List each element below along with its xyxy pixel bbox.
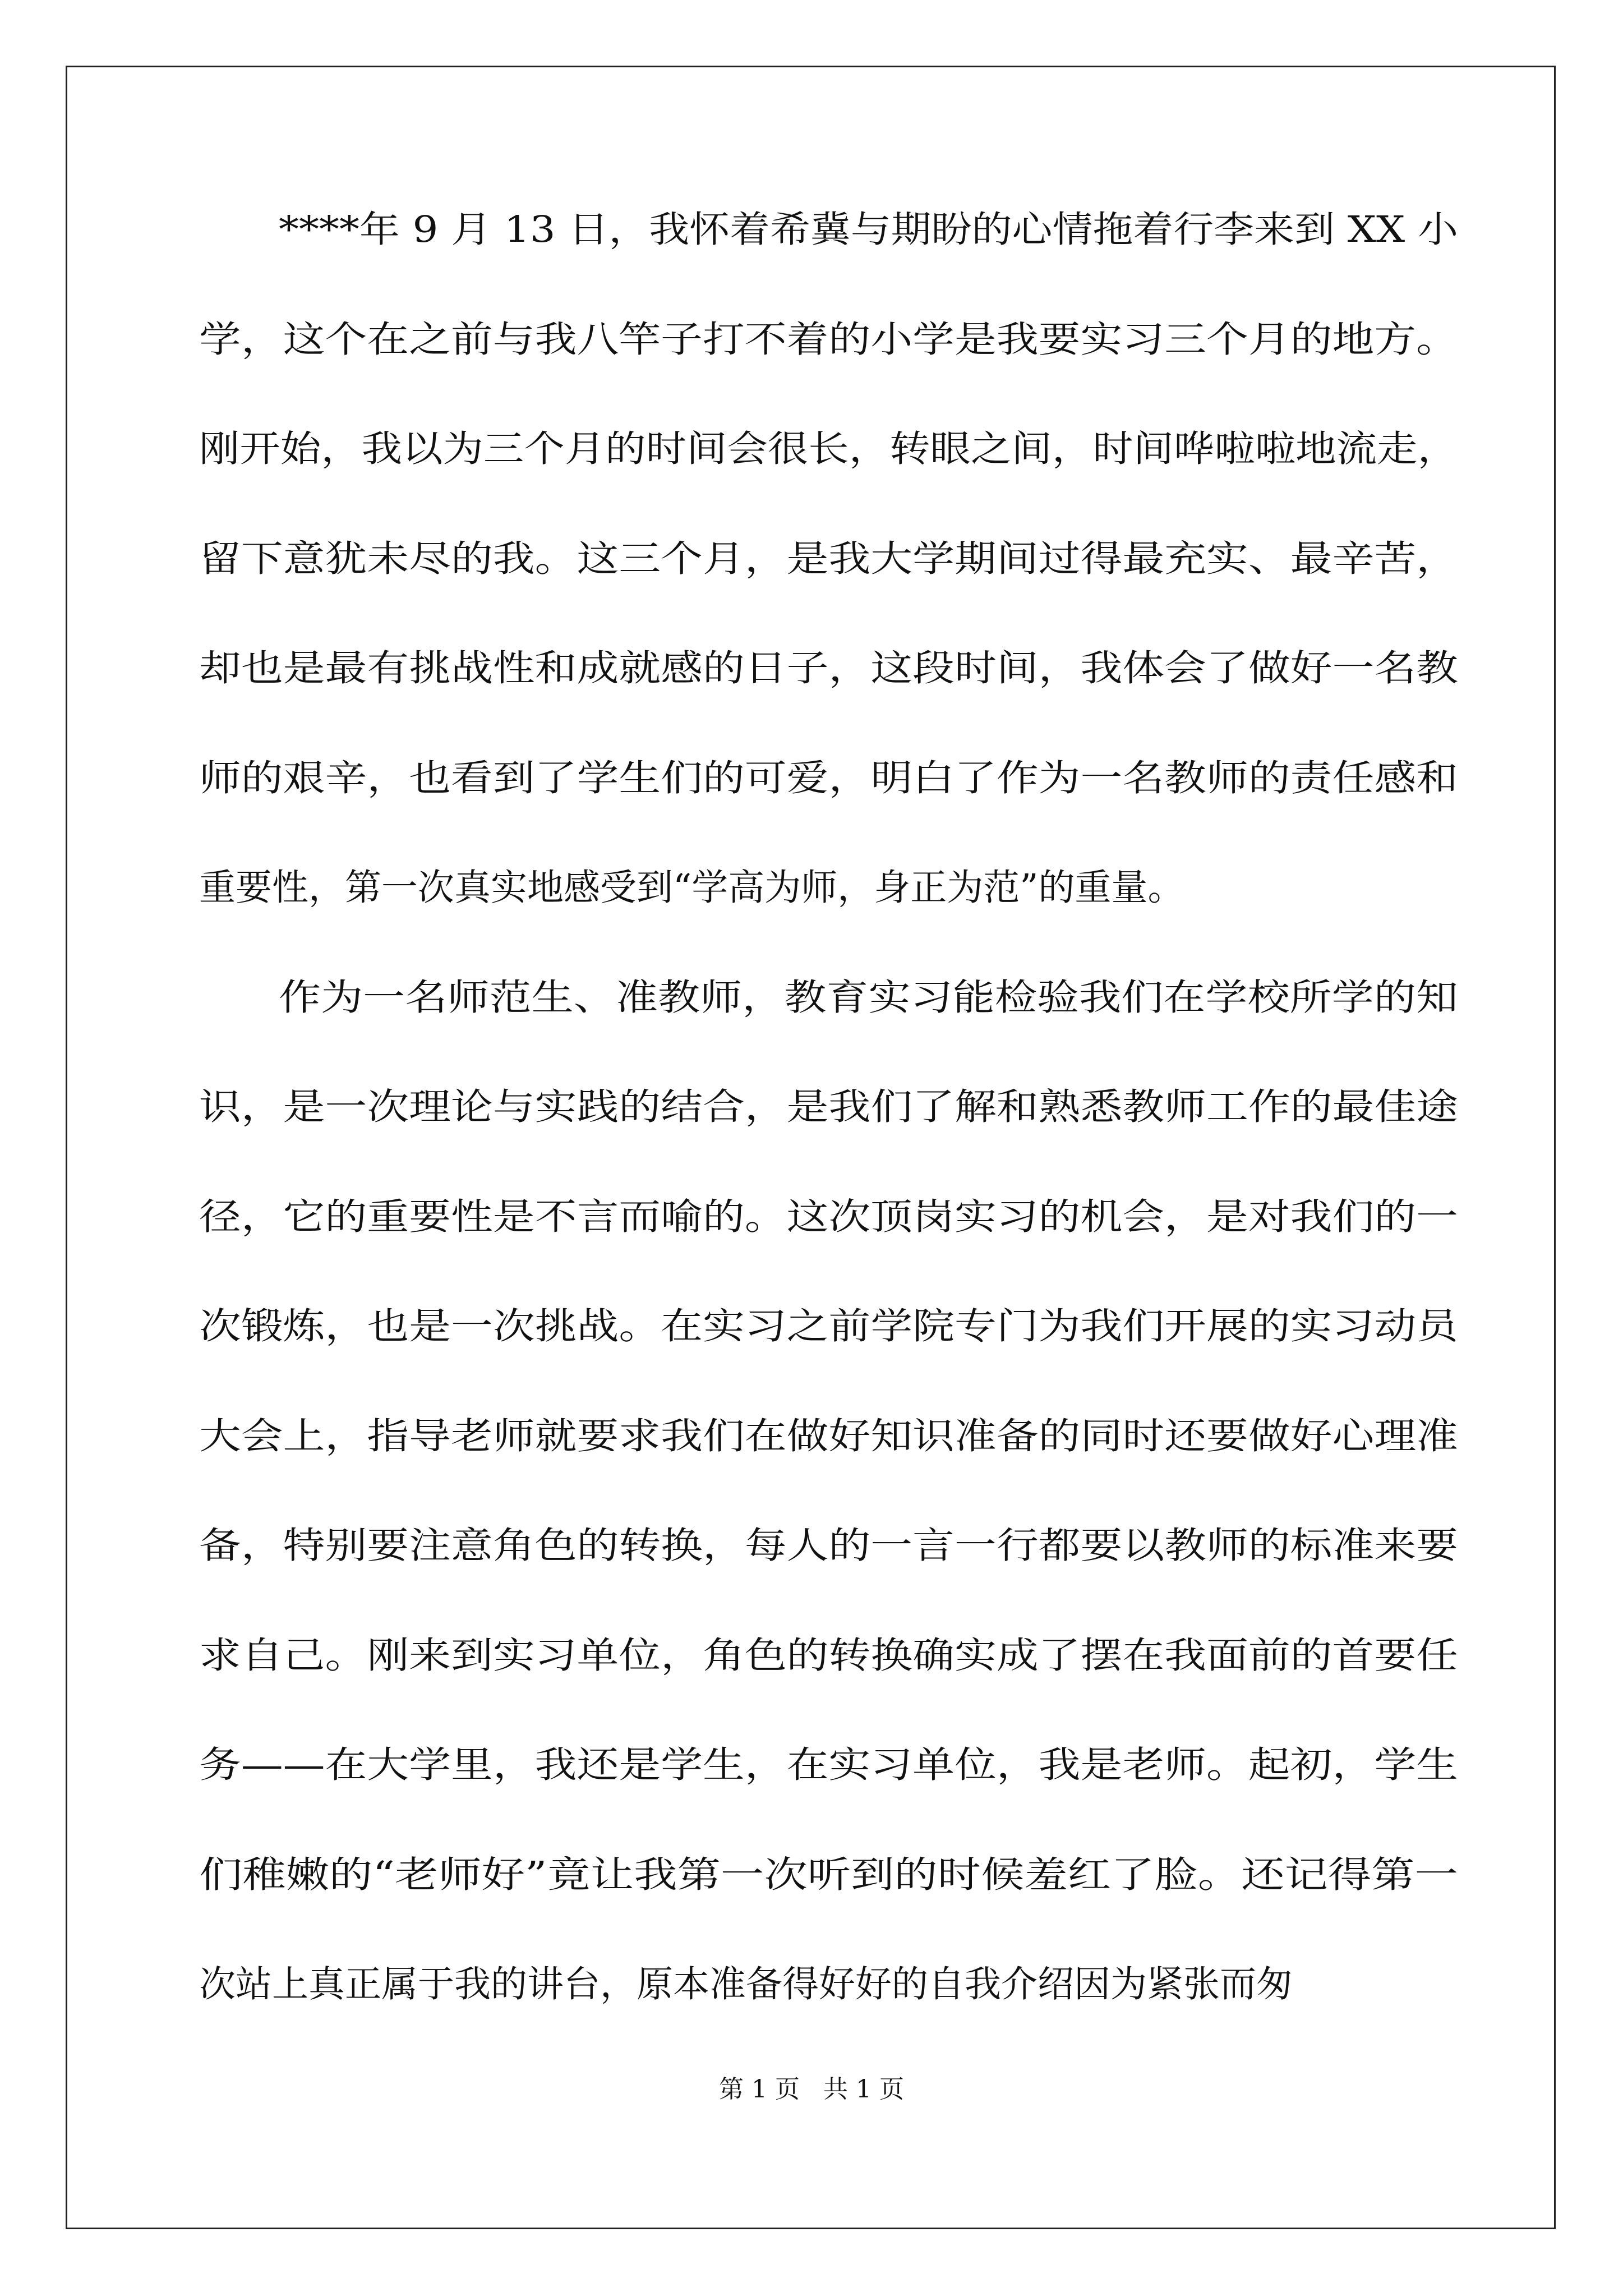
text-line-content: 备，特别要注意角色的转换，每人的一言一行都要以教师的标准来要 <box>199 1525 1458 1567</box>
text-line <box>0 1189 1623 1245</box>
text-line-content: 刚开始，我以为三个月的时间会很长，转眼之间，时间哗啦啦地流走， <box>199 428 1458 470</box>
text-line <box>0 1737 1623 1793</box>
text-line <box>0 1079 1623 1135</box>
text-line <box>0 1518 1623 1574</box>
text-line <box>0 1847 1623 1903</box>
text-line-content: 作为一名师范生、准教师，教育实习能检验我们在学校所学的知 <box>279 976 1458 1019</box>
text-line-content: 师的艰辛，也看到了学生们的可爱，明白了作为一名教师的责任感和 <box>199 757 1458 799</box>
text-line <box>0 751 1623 807</box>
text-line-content: 大会上，指导老师就要求我们在做好知识准备的同时还要做好心理准 <box>199 1415 1458 1457</box>
text-line <box>0 1299 1623 1355</box>
text-line-content: 求自己。刚来到实习单位，角色的转换确实成了摆在我面前的首要任 <box>199 1634 1458 1677</box>
text-line <box>0 421 1623 477</box>
text-line <box>0 860 1623 916</box>
text-line-content: 径，它的重要性是不言而喻的。这次顶岗实习的机会，是对我们的一 <box>199 1195 1458 1238</box>
text-line-content: 务——在大学里，我还是学生，在实习单位，我是老师。起初，学生 <box>199 1744 1458 1786</box>
text-line-content: 学，这个在之前与我八竿子打不着的小学是我要实习三个月的地方。 <box>199 318 1458 361</box>
text-line-content: 却也是最有挑战性和成就感的日子，这段时间，我体会了做好一名教 <box>199 647 1458 689</box>
text-line-content: 识，是一次理论与实践的结合，是我们了解和熟悉教师工作的最佳途 <box>199 1086 1458 1128</box>
text-line <box>0 202 1623 258</box>
page-footer: 第 1 页 共 1 页 <box>719 2075 904 2104</box>
text-line-content: ****年 9 月 13 日，我怀着希冀与期盼的心情拖着行李来到 XX 小 <box>279 209 1458 251</box>
text-line <box>0 312 1623 368</box>
text-line <box>0 1957 1623 2013</box>
text-line-content: 留下意犹未尽的我。这三个月，是我大学期间过得最充实、最辛苦， <box>199 537 1458 580</box>
text-line <box>0 641 1623 697</box>
text-line-content: 次站上真正属于我的讲台，原本准备得好好的自我介绍因为紧张而匆 <box>199 1963 1293 2005</box>
text-line-content: 重要性，第一次真实地感受到“学高为师，身正为范”的重量。 <box>199 867 1184 909</box>
text-line <box>0 1628 1623 1684</box>
page-border <box>66 66 1556 2229</box>
text-line <box>0 970 1623 1026</box>
text-line <box>0 531 1623 587</box>
text-line <box>0 1409 1623 1465</box>
text-line-content: 们稚嫩的“老师好”竟让我第一次听到的时候羞红了脸。还记得第一 <box>199 1853 1458 1896</box>
text-line-content: 次锻炼，也是一次挑战。在实习之前学院专门为我们开展的实习动员 <box>199 1305 1458 1347</box>
